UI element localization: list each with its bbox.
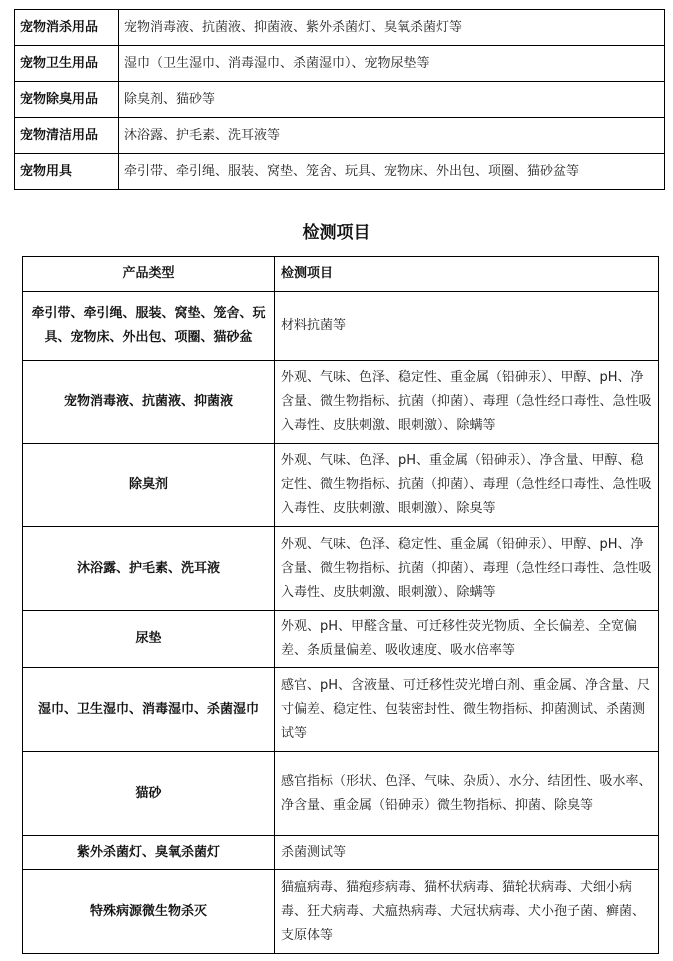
table-row <box>15 118 665 154</box>
test-items: 材料抗菌等 <box>275 292 659 361</box>
category-name: 宠物卫生用品 <box>15 46 119 82</box>
category-name: 宠物除臭用品 <box>15 82 119 118</box>
test-items: 外观、pH、甲醛含量、可迁移性荧光物质、全长偏差、全宽偏差、条质量偏差、吸收速度、吸水倍率等 <box>275 611 659 668</box>
product-type: 牵引带、牵引绳、服装、窝垫、笼舍、玩具、宠物床、外出包、项圈、猫砂盆 <box>23 292 275 361</box>
test-items: 猫瘟病毒、猫疱疹病毒、猫杯状病毒、猫轮状病毒、犬细小病毒、狂犬病毒、犬瘟热病毒、犬冠状病毒、犬小孢子菌、癣菌、支原体等 <box>275 870 659 954</box>
test-items: 感官指标（形状、色泽、气味、杂质）、水分、结团性、吸水率、净含量、重金属（铅砷汞）微生物指标、抑菌、除臭等 <box>275 752 659 836</box>
table-row <box>23 292 659 361</box>
table-header-row <box>23 257 659 292</box>
product-type: 湿巾、卫生湿巾、消毒湿巾、杀菌湿巾 <box>23 668 275 752</box>
product-type: 猫砂 <box>23 752 275 836</box>
product-type: 除臭剂 <box>23 444 275 527</box>
category-examples: 牵引带、牵引绳、服装、窝垫、笼舍、玩具、宠物床、外出包、项圈、猫砂盆等 <box>119 154 665 190</box>
header-product-type: 产品类型 <box>23 257 275 292</box>
product-type: 尿垫 <box>23 611 275 668</box>
test-items: 外观、气味、色泽、稳定性、重金属（铅砷汞）、甲醇、pH、净含量、微生物指标、抗菌（抑菌）、毒理（急性经口毒性、急性吸入毒性、皮肤刺激、眼刺激）、除螨等 <box>275 527 659 611</box>
table-row <box>23 752 659 836</box>
category-name: 宠物用具 <box>15 154 119 190</box>
category-examples: 除臭剂、猫砂等 <box>119 82 665 118</box>
table-row <box>23 668 659 752</box>
table-row <box>23 361 659 444</box>
table-row <box>23 444 659 527</box>
category-name: 宠物清洁用品 <box>15 118 119 154</box>
header-test-items: 检测项目 <box>275 257 659 292</box>
category-examples: 宠物消毒液、抗菌液、抑菌液、紫外杀菌灯、臭氧杀菌灯等 <box>119 10 665 46</box>
table-row <box>23 611 659 668</box>
category-name: 宠物消杀用品 <box>15 10 119 46</box>
table-row <box>15 82 665 118</box>
table-row <box>23 870 659 954</box>
table-row <box>23 527 659 611</box>
table-row <box>15 46 665 82</box>
category-examples: 沐浴露、护毛素、洗耳液等 <box>119 118 665 154</box>
test-items-table <box>22 256 659 954</box>
product-type: 特殊病源微生物杀灭 <box>23 870 275 954</box>
table-row <box>23 836 659 870</box>
test-items: 外观、气味、色泽、pH、重金属（铅砷汞）、净含量、甲醇、稳定性、微生物指标、抗菌（抑菌）、毒理（急性经口毒性、急性吸入毒性、皮肤刺激、眼刺激）、除臭等 <box>275 444 659 527</box>
product-category-table <box>14 9 665 190</box>
test-items: 杀菌测试等 <box>275 836 659 870</box>
section-title: 检测项目 <box>302 223 371 243</box>
product-type: 宠物消毒液、抗菌液、抑菌液 <box>23 361 275 444</box>
product-type: 紫外杀菌灯、臭氧杀菌灯 <box>23 836 275 870</box>
category-examples: 湿巾（卫生湿巾、消毒湿巾、杀菌湿巾）、宠物尿垫等 <box>119 46 665 82</box>
product-type: 沐浴露、护毛素、洗耳液 <box>23 527 275 611</box>
test-items: 外观、气味、色泽、稳定性、重金属（铅砷汞）、甲醇、pH、净含量、微生物指标、抗菌（抑菌）、毒理（急性经口毒性、急性吸入毒性、皮肤刺激、眼刺激）、除螨等 <box>275 361 659 444</box>
test-items: 感官、pH、含液量、可迁移性荧光增白剂、重金属、净含量、尺寸偏差、稳定性、包装密封性、微生物指标、抑菌测试、杀菌测试等 <box>275 668 659 752</box>
table-row <box>15 154 665 190</box>
table-row <box>15 10 665 46</box>
